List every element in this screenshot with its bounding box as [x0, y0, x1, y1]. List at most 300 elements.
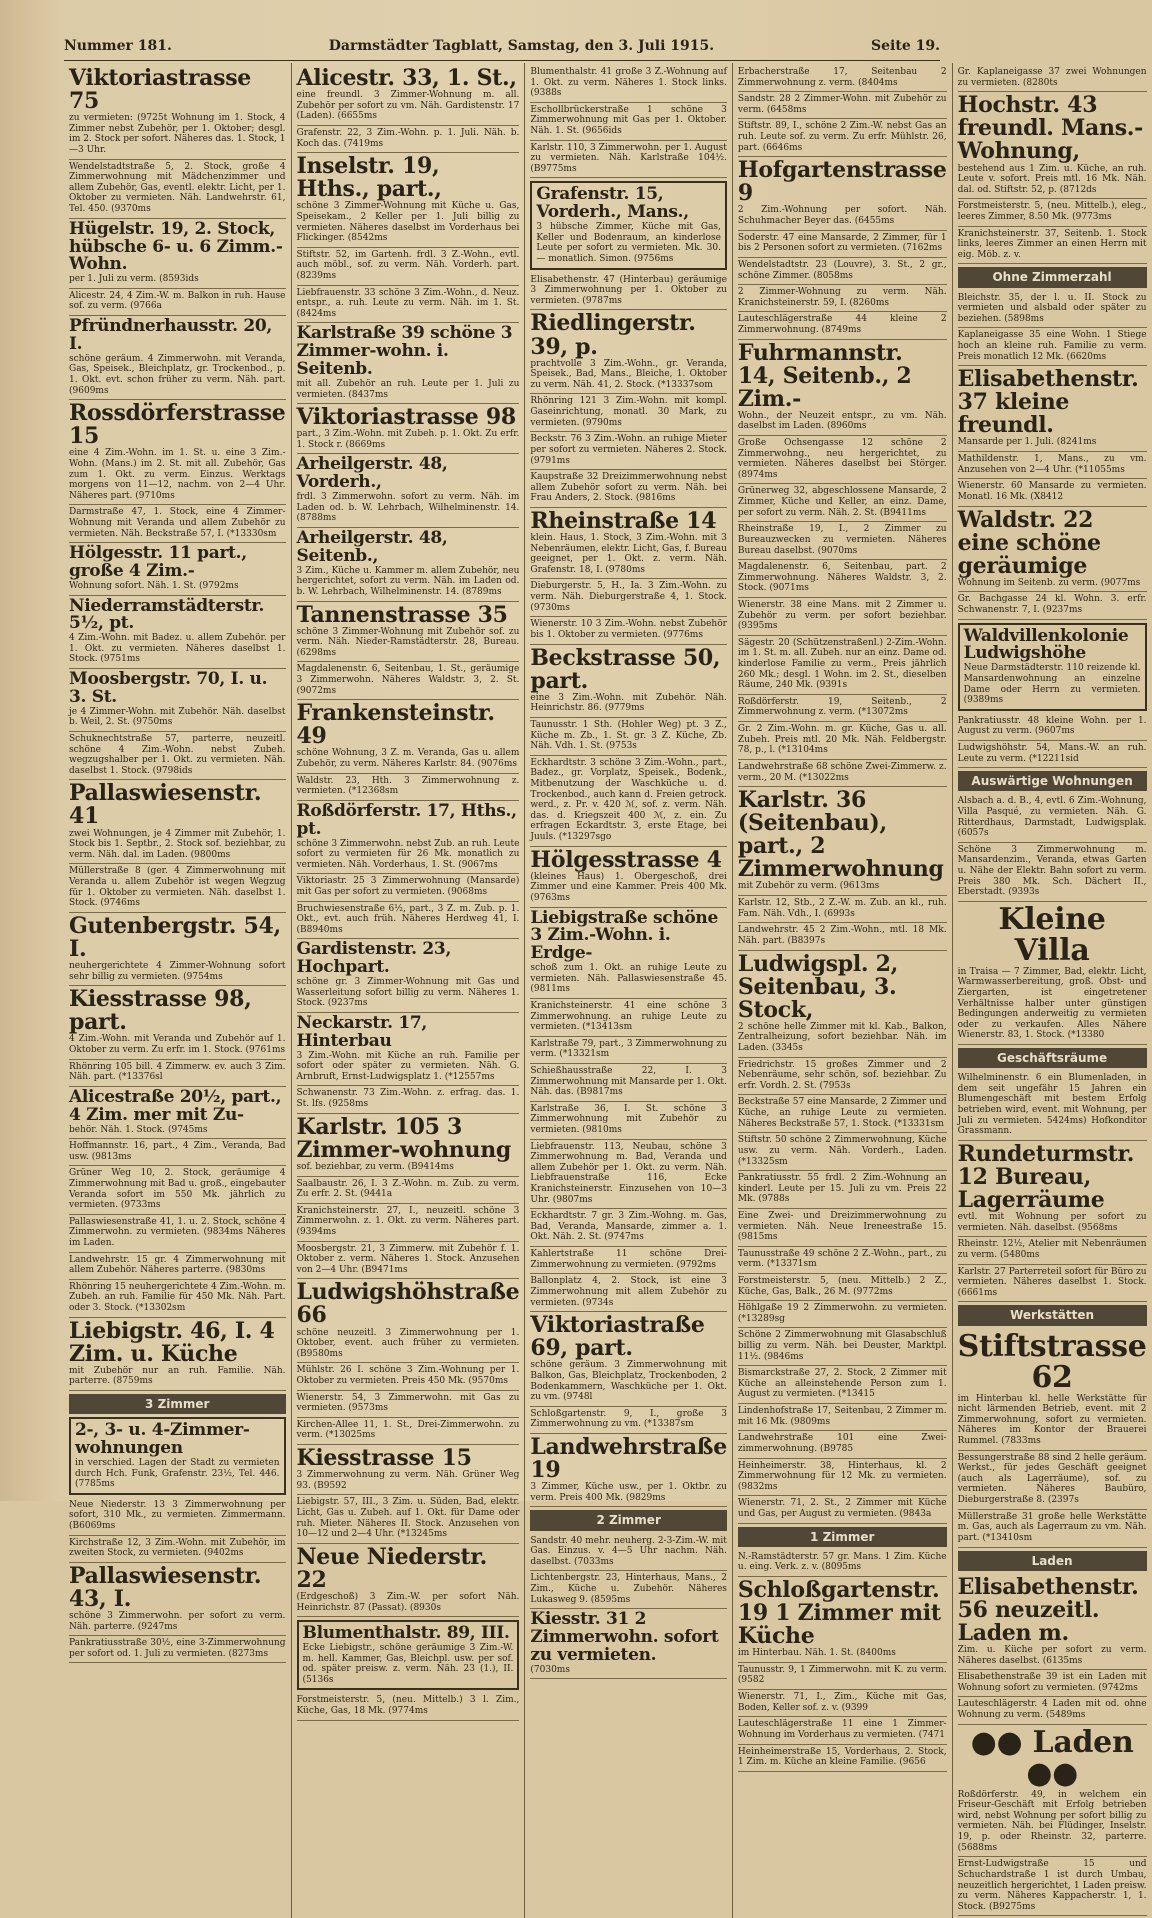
ad-headline: Karlstr. 36 (Seitenbau), part., 2 Zimmerwohnung: [737, 787, 944, 883]
ad-body: Grafenstr. 22, 3 Zim.-Wohn. p. 1. Juli. Näh. b. Koch das. (7419ms: [296, 127, 520, 149]
ad-body: im Hinterbau kl. helle Werkstätte für nicht lärmenden Betrieb, event. mit 2 Zimmerwohnung, sofort zu vermieten. Näheres im Kontor der Brauerei Rummel. (7833ms: [957, 1393, 1147, 1447]
ad-headline: Beckstrasse 50, part.: [530, 644, 721, 694]
ad-body: (7030ms: [530, 1664, 570, 1675]
ad-body: schöne gr. 3 Zimmer-Wohnung mit Gas und Wasserleitung sofort billig zu verm. Näheres 1. Stock. (9237ms: [296, 977, 520, 1009]
section-heading: Auswärtige Wohnungen: [958, 771, 1147, 791]
ad-body: Bruchwiesenstraße 6½, part., 3 Z. m. Zub. p. 1. Okt., evt. auch früh. Näheres Herdweg 41, I. (B8940ms: [296, 903, 520, 935]
classified-ad: [738, 560, 947, 598]
ad-body: Taunusstr. 1 Sth. (Hohler Weg) pt. 3 Z., Küche m. Zb., 1. St. gr. 3 Z. Küche, Zb. Näh. Vdh. 1. St. (9753s: [530, 719, 727, 752]
classified-ad: [958, 366, 1147, 452]
ad-headline: Liebigstr. 46, I. 4 Zim. u. Küche: [69, 1317, 275, 1367]
classified-ad: [958, 794, 1147, 842]
ad-body: Magdalenenstr. 6, Seitenbau, 1. St., geräumige 3 Zimmerwohn. Näheres Waldstr. 3, 2. St. (9072ms: [296, 664, 520, 696]
classified-ad: [69, 1563, 286, 1636]
ad-headline: Hügelstr. 19, 2. Stock, hübsche 6- u. 6 Zimm.-Wohn.: [69, 218, 283, 275]
ad-body: Höhlgaße 19 2 Zimmerwohn. zu vermieten. (*13289sg: [737, 1303, 947, 1324]
ad-body: mit Zubehör nur an ruh. Familie. Näh. parterre. (8759ms: [69, 1365, 286, 1387]
ad-body: Karlstraße 79, part., 3 Zimmerwohnung zu verm. (*13321sm: [530, 1038, 727, 1060]
ad-headline: Landwehrstraße 19: [530, 1433, 727, 1484]
ad-body: Gr. Bachgasse 24 kl. Wohn. 3. erfr. Schwanenstr. 7, I. (9237ms: [957, 594, 1147, 616]
ad-headline: Alicestraße 20½, part., 4 Zim. mer mit Zu-: [69, 1086, 282, 1125]
ad-headline: Grafenstr. 15, Vorderh., Mans.,: [536, 184, 689, 223]
classified-ad: [530, 847, 727, 908]
section-heading: 1 Zimmer: [738, 1527, 947, 1547]
classified-ad: [738, 1133, 947, 1171]
page-number: Seite 19.: [871, 38, 940, 54]
classified-ad: [69, 669, 286, 732]
ad-body: Eckhardtstr. 3 schöne 3 Zim.-Wohn., part., Badez., gr. Vorplatz, Speisek., Bodenk., Mitbenutzung der Waschküche u. d. Trockenbod., auch kann d. Freien getrock. werd., z. Pr. v. 420 ℳ, sof. z. verm. Näh. das. d. Kriegszeit 400 ℳ, z. ein. Zu erfragen Eckardtstr. 3, erste Etage, bei Juuls. (*13297sgo: [530, 757, 727, 843]
classified-ad: [530, 508, 727, 580]
classified-ad: [530, 1434, 727, 1507]
classified-ad: [958, 1857, 1147, 1916]
classified-ad: [297, 1544, 520, 1617]
ad-body: Mühlstr. 26 I. schöne 3 Zim.-Wohnung per 1. Oktober zu vermieten. Preis 450 Mk. (9570ms: [296, 1365, 520, 1386]
classified-ad: [297, 1279, 520, 1363]
ad-headline: Kiesstrasse 98, part.: [69, 986, 252, 1036]
ad-body: Landwehrstr. 15 gr. 4 Zimmerwohnung mit allem Zubehör. Näheres parterre. (9830ms: [69, 1254, 286, 1276]
ad-body: N.-Ramstädterstr. 57 gr. Mans. 1 Zim. Küche u. eing. Verk. z. v. (8095ms: [737, 1551, 947, 1573]
classified-ad: [958, 92, 1147, 199]
ad-body: Wendelstadtstraße 5, 2. Stock, große 4 Zimmerwohnung mit Mädchenzimmer und allem Zubehör, Gas, eventl. elektr. Licht, per 1. Oktober zu vermieten. Näh. Landwehrstr. 61, Tel. 450. (9370ms: [69, 161, 286, 215]
ad-body: in verschied. Lagen der Stadt zu vermieten durch Hch. Funk, Grafenstr. 23½, Tel. 446. (7785ms: [75, 1457, 280, 1490]
ad-body: Liebfrauenstr. 33 schöne 3 Zim.-Wohn., d. Neuz. entspr., a. ruh. Leute zu verm. Näh. im 1. St. (8424ms: [296, 287, 520, 319]
ad-body: Heinheimerstr. 38, Hinterhaus, kl. 2 Zimmerwohnung für 12 Mk. zu vermieten. (9832ms: [737, 1460, 947, 1492]
ad-headline: Elisabethenstr. 56 neuzeitl. Laden m.: [957, 1573, 1139, 1646]
ad-body: Kirchstraße 12, 3 Zim.-Wohn. mit Zubehör, im zweiten Stock, zu vermieten. (9402ms: [69, 1537, 286, 1559]
ad-body: schöne 3 Zimmerwohn. nebst Zub. an ruh. Leute sofort zu vermieten für 26 Mk. monatlich zu vermieten. Näh. Vorderhaus, 1. St. (9067ms: [296, 838, 520, 870]
classified-ad: [958, 1237, 1147, 1264]
classified-ad: [738, 436, 947, 484]
ad-body: Mathildenstr. 1, Mans., zu vm. Anzusehen von 2—4 Uhr. (*11055ms: [957, 454, 1147, 475]
classified-ad: [297, 1620, 520, 1690]
ad-body: zwei Wohnungen, je 4 Zimmer mit Zubehör, 1. Stock bis 1. Septbr., 2. Stock sof. beziehbar, zu verm. Näh. dal. im Laden. (9800ms: [69, 828, 286, 860]
classified-ad: [958, 227, 1147, 265]
ad-body: Kranichsteinerstr. 37, Seitenb. 1. Stock links, leeres Zimmer an einen Herrn mit eig. Möb. z. v.: [957, 228, 1147, 260]
ad-body: behör. Näh. 1. Stock. (9745ms: [69, 1124, 208, 1135]
classified-ad: [530, 1064, 727, 1102]
classified-ad: [530, 141, 727, 179]
classified-ad: [738, 231, 947, 258]
classified-ad: [738, 119, 947, 157]
classified-ad: [530, 1209, 727, 1247]
classified-ad: [958, 1725, 1147, 1858]
classified-ad: [958, 1329, 1147, 1451]
classified-ad: [958, 1574, 1147, 1671]
ad-body: Grüner Weg 10, 2. Stock, geräumige 4 Zimmerwohnung mit Bad u. groß., eingebauter Veranda sofort im 550 Mk. jährlich zu vermieten. (9733ms: [69, 1168, 286, 1211]
ad-body: Wienerstr. 38 eine Mans. mit 2 Zimmer u. Zubehör zu verm. per sofort beziehbar. (9395ms: [737, 599, 947, 632]
ad-body: schöne geräum. 4 Zimmerwohn. mit Veranda, Gas, Speisek., Bleichplatz, gr. Trockenbod., p. 1. Okt. evt. schon früher zu verm. Näh. part. (9609ms: [69, 353, 286, 396]
classified-ad: [530, 103, 727, 141]
classified-ad: [530, 310, 727, 394]
classified-ad: [69, 780, 286, 864]
classified-ad: [738, 1690, 947, 1717]
classified-ad: [530, 470, 727, 508]
ad-headline: Hofgartenstrasse 9: [737, 157, 947, 207]
ad-headline: Karlstraße 39 schöne 3 Zimmer-wohn. i. Seitenb.: [296, 323, 513, 380]
ad-headline: Pfründnerhausstr. 20, I.: [69, 316, 273, 354]
ad-body: neuhergerichtete 4 Zimmer-Wohnung sofort sehr billig zu vermieten. (9754ms: [69, 961, 286, 982]
classified-ad: [69, 1215, 286, 1253]
classified-ad: [738, 1301, 947, 1328]
classified-ad: [738, 1058, 947, 1096]
ad-headline: Fuhrmannstr. 14, Seitenb., 2 Zim.-: [737, 339, 912, 412]
classified-ad: [69, 986, 286, 1059]
masthead-dateline: Darmstädter Tagblatt, Samstag, den 3. Juli 1915.: [328, 38, 715, 54]
classified-ad: [530, 1609, 727, 1679]
ad-body: 3 Zimmer, Küche usw., per 1. Oktbr. zu verm. Preis 400 Mk. (9829ms: [530, 1482, 727, 1503]
classified-ad: [958, 199, 1147, 226]
ad-body: 3 Zimmerwohnung zu verm. Näh. Grüner Weg 93. (B9592: [296, 1470, 520, 1491]
ad-body: Schloßgartenstr. 9, I., große 3 Zimmerwohnung zu vm. (*13387sm: [530, 1408, 727, 1430]
ad-body: (kleines Haus) 1. Obergeschoß, drei Zimmer und eine Kammer. Preis 400 Mk. (9763ms: [530, 871, 727, 903]
ad-body: Forstmeisterstr. 5, (neu. Mittelb.) 3 l. Zim., Küche, Gas, 18 Mk. (9774ms: [296, 1695, 520, 1717]
classified-ad: [738, 1404, 947, 1431]
ad-body: Rhönring 105 bill. 4 Zimmerw. ev. auch 3 Zim. Näh. part. (*13376sl: [69, 1061, 286, 1083]
classified-ad: [738, 1496, 947, 1523]
ad-body: Grünerweg 32, abgeschlossene Mansarde, 2 Zimmer, Küche und Keller, an einz. Dame, per sofort zu verm. Näh. 2. St. (B9411ms: [737, 486, 947, 518]
classified-ad: [297, 1495, 520, 1543]
classified-ad: [738, 923, 947, 950]
ad-body: Wohnung im Seitenb. zu verm. (9077ms: [957, 577, 1141, 588]
ad-body: Bleichstr. 35, der l. u. II. Stock zu vermieten und alsbald oder später zu beziehen. (5898ms: [957, 292, 1147, 324]
classified-ad: [69, 1636, 286, 1663]
classified-ad: [738, 636, 947, 695]
ad-body: Forstmeisterstr. 5, (neu. Mittelb.), eleg., leeres Zimmer, 8.50 Mk. (9773ms: [957, 201, 1147, 222]
ad-body: Pankratiusstr. 55 frdl. 2 Zim.-Wohnung an kinderl. Leute per 15. Juli zu vm. Preis 22 Mk. (9788s: [737, 1173, 947, 1205]
ad-body: evtl. mit Wohnung per sofort zu vermieten. Näh. daselbst. (9568ms: [957, 1212, 1147, 1233]
classified-ad: [297, 248, 520, 286]
classified-ad: [738, 1095, 947, 1133]
ad-body: Schuknechtstraße 57, parterre, neuzeitl. schöne 4 Zim.-Wohn. nebst Zubeh. wegzugshalber per 1. Okt. zu vermieten. Näh. daselbst 1. Stock. (9798ids: [69, 733, 286, 776]
classified-ad: [69, 1087, 286, 1139]
ad-body: Moosbergstr. 21, 3 Zimmerw. mit Zubehör f. 1. Oktober z. verm. Näheres 1. Stock. Anzusehen von 2—4 Uhr. (B9471ms: [296, 1243, 520, 1275]
ad-body: Lauteschlägerstr. 4 Laden mit od. ohne Wohnung zu verm. (5489ms: [957, 1699, 1147, 1721]
classified-ad: [738, 1209, 947, 1247]
classified-ad: [958, 741, 1147, 768]
classified-ad: [738, 522, 947, 560]
classified-ad: [738, 1663, 947, 1690]
classified-ad: [738, 1577, 947, 1663]
ad-body: Pallaswiesenstraße 41, 1. u. 2. Stock, schöne 4 Zimmerwohn. zu vermieten. (9834ms Näheres im Laden.: [69, 1216, 286, 1249]
ad-body: Rhönring 15 neuhergerichtete 4 Zim.-Wohn. m. Zubeh. an ruh. Familie für 450 Mk. Näh. Part. oder 3. Stock. (*13302sm: [69, 1281, 286, 1314]
classified-ad: [738, 1745, 947, 1772]
classified-ad: [297, 153, 520, 248]
ad-body: Beckstr. 76 3 Zim.-Wohn. an ruhige Mieter per sofort zu vermieten. Näheres 2. Stock. (9791ms: [530, 434, 727, 466]
classified-ad: [738, 896, 947, 923]
ad-body: bestehend aus 1 Zim. u. Küche, an ruh. Leute v. sofort. Preis mtl. 16 Mk. Näh. dal. od. Stiftstr. 52, p. (8712ds: [957, 163, 1147, 195]
classified-ad: [738, 722, 947, 760]
ad-body: Kirchen-Allee 11, 1. St., Drei-Zimmerwohn. zu verm. (*13025ms: [296, 1419, 520, 1441]
ad-body: Landwehrstr. 45 2 Zim.-Wohn., mtl. 18 Mk. Näh. part. (B8397s: [737, 925, 947, 946]
ad-body: Eschollbrückerstraße 1 schöne 3 Zimmerwohnung mit Gas per 1. Oktober. Näh. 1. St. (9656ids: [530, 104, 727, 137]
classified-ad: [738, 1431, 947, 1458]
classified-ad: [69, 1318, 286, 1391]
ad-headline: Kleine Villa: [998, 901, 1106, 969]
classified-ad: [530, 1407, 727, 1434]
ad-headline: Moosbergstr. 70, I. u. 3. St.: [69, 669, 268, 707]
ad-headline: Arheilgerstr. 48, Seitenb.,: [296, 528, 448, 566]
ad-body: (Erdgeschoß) 3 Zim.-W. per sofort Näh. Heinrichstr. 87 (Passat). (8930s: [296, 1591, 520, 1613]
ad-headline: Rheinstraße 14: [530, 507, 717, 534]
section-heading: 3 Zimmer: [69, 1394, 286, 1414]
ad-body: Elisabethenstraße 39 ist ein Laden mit Wohnung sofort zu vermieten. (9742ms: [957, 1672, 1147, 1693]
ad-body: mit Zubehör zu verm. (9613ms: [737, 881, 880, 892]
ad-body: schöne 3 Zimmer-Wohnung mit Zubehör sof. zu verm. Näh. Nieder-Ramstädterstr. 28, Bureau. (6298ms: [296, 626, 520, 658]
classified-ad: [297, 1391, 520, 1418]
ad-headline: ●● Laden ●●: [970, 1724, 1134, 1792]
ad-headline: Niederramstädterstr. 5½, pt.: [69, 595, 265, 634]
classified-ad: [69, 289, 286, 316]
classified-ad: [958, 1670, 1147, 1697]
ad-body: in Traisa — 7 Zimmer, Bad, elektr. Licht, Warmwasserbereitung, groß. Obst- und Ziergarten, ist eingetretener Verhältnisse halber unter günstigen Bedingungen anderweitig zu vermieten oder zu verkaufen. Alles Nähere Wienerstr. 83, 1. Stock. (*13380: [957, 966, 1147, 1041]
classified-ad: [738, 1366, 947, 1404]
classified-ad: [69, 1417, 286, 1495]
classified-ad: [297, 602, 520, 663]
classified-ad: [738, 951, 947, 1058]
classified-ad: [297, 1693, 520, 1720]
ad-body: Landwehrstraße 101 eine Zwei-zimmerwohnung. (B9785: [737, 1433, 947, 1454]
classified-ad: [530, 181, 727, 269]
classified-ad: [297, 1242, 520, 1280]
classified-ad: [738, 258, 947, 285]
classified-ad: [530, 756, 727, 847]
ad-body: Lindenhofstraße 17, Seitenbau, 2 Zimmer m. mit 16 Mk. (9809ms: [737, 1406, 947, 1427]
classified-ad: [738, 1328, 947, 1366]
ad-body: Ecke Liebigstr., schöne geräumige 3 Zim.-W. m. hell. Kammer, Gas, Bleichpl. usw. per sof. od. später preisw. z. verm. Näh. 23 (1.), II. (5136s: [302, 1643, 514, 1685]
ad-body: Kranichsteinerstr. 41 eine schöne 3 Zimmerwohnung. an ruhige Leute zu vermieten. (*13413sm: [530, 1000, 727, 1033]
classified-ad: [530, 1247, 727, 1274]
ad-body: Wienerstr. 10 3 Zim.-Wohn. nebst Zubehör bis 1. Oktober zu vermieten. (9776ms: [530, 619, 727, 640]
ad-body: Schwanenstr. 73 Zim.-Wohn. z. erfrag. das. 1. St. lfs. (9258ms: [296, 1088, 520, 1110]
classified-ad: [297, 939, 520, 1013]
classified-ad: [297, 700, 520, 773]
classified-ad: [530, 273, 727, 311]
ad-body: schoß zum 1. Okt. an ruhige Leute zu vermieten. Näh. Pallaswiesenstraße 45. (9811ms: [530, 963, 727, 995]
classified-ad: [297, 126, 520, 153]
ad-headline: Waldvillenkolonie Ludwigshöhe: [963, 625, 1129, 664]
classified-ad: [297, 1114, 520, 1177]
classified-ad: [69, 65, 286, 160]
classified-ad: [958, 902, 1147, 1045]
section-heading: Geschäftsräume: [958, 1048, 1147, 1068]
ad-headline: Ludwigshöhstraße 66: [296, 1279, 520, 1329]
ad-body: Alsbach a. d. B., 4, evtl. 6 Zim.-Wohnung, Villa Pasqué, zu vermieten. Näh. G. Ritterdhaus, Darmstadt, Ludwigsplak. (6057s: [957, 796, 1147, 839]
classified-ad: [69, 1253, 286, 1280]
ad-headline: Frankensteinstr. 49: [296, 700, 495, 750]
ad-headline: Arheilgerstr. 48, Vorderh.,: [296, 454, 448, 493]
classified-ad: [738, 695, 947, 722]
ad-body: Neue Niederstr. 13 3 Zimmerwohnung per sofort, 310 Mk., zu vermieten. Zimmermann. (B6069ms: [69, 1499, 286, 1531]
classified-ad: [958, 479, 1147, 506]
ad-body: sof. beziehbar, zu verm. (B9414ms: [296, 1161, 454, 1172]
ad-body: Lauteschlägerstraße 11 eine 1 Zimmer-Wohnung im Vorderhaus zu vermieten. (7471: [737, 1719, 947, 1740]
ad-body: Taunusstraße 49 schöne 2 Z.-Wohn., part., zu verm. (*13371sm: [737, 1248, 947, 1270]
column-3: [525, 63, 733, 1918]
ad-body: Sandstr. 40 mehr. neuherg. 2-3-Zim.-W. mit Gas. Einzus. v. 4—5 Uhr nachm. Näh. daselbst. (7033ms: [530, 1535, 727, 1567]
ad-body: im Hinterbau. Näh. 1. St. (8400ms: [737, 1648, 896, 1659]
classified-ad: [69, 219, 286, 289]
classified-ad: [530, 1102, 727, 1140]
ad-body: 3 Zim.-Wohn. mit Küche an ruh. Familie per sofort oder später zu vermieten. Näh. G. Arnbruft, Ernst-Ludwigsplatz 1. (*12557ms: [296, 1050, 520, 1082]
ad-body: schöne 3 Zimmerwohn. per sofort zu verm. Näh. parterre. (9247ms: [69, 1611, 286, 1632]
ad-headline: Waldstr. 22 eine schöne geräumige: [957, 506, 1101, 579]
ad-body: schöne geräum. 3 Zimmerwohnung mit Balkon, Gas, Bleichplatz, Trockenboden, 2 Bodenkammern, Waschküche per 1. Okt. zu vm. (9748l: [530, 1360, 727, 1403]
classified-ad: [69, 160, 286, 219]
ad-body: Karlstr. 110, 3 Zimmerwohn. per 1. August zu vermieten. Näh. Karlstraße 104½. (B9775ms: [530, 142, 727, 174]
ad-body: Roßdörferstr. 19, Seitenb., 2 Zimmerwohnung z. verm. (*13072ms: [737, 696, 947, 718]
ad-body: Karlstr. 27 Parterreteil sofort für Büro zu vermieten. Näheres daselbst 1. Stock. (6661ms: [957, 1266, 1147, 1298]
classified-ad: [69, 1498, 286, 1536]
classified-ad: [530, 432, 727, 470]
classified-ad: [69, 400, 286, 505]
ad-body: Blumenthalstr. 41 große 3 Z.-Wohnung auf 1. Okt. zu verm. Näheres 1. Stock links. (9388s: [530, 67, 727, 99]
ad-body: Forstmeisterstr. 5, (neu. Mittelb.) 2 Z., Küche, Gas, Balk., 26 M. (9772ms: [737, 1276, 947, 1297]
classified-ad: [958, 291, 1147, 329]
ad-body: Wohn., der Neuzeit entspr., zu vm. Näh. daselbst im Laden. (8960ms: [737, 410, 947, 432]
ad-body: Schießhausstraße 22, I. 3 Zimmerwohnung mit Mansarde per 1. Okt. Näh. das. (B9817ms: [530, 1065, 727, 1098]
ad-headline: Viktoriastraße 69, part.: [530, 1312, 705, 1362]
ad-body: eine 4 Zim.-Wohn. im 1. St. u. eine 3 Zim.-Wohn. (Mans.) im 2. St. mit all. Zubehör, Gas zum 1. Okt. zu verm. Einzus. Werktags morgens von 11—12, nachm. von 2—4 Uhr. Näheres part. (9710ms: [69, 448, 286, 501]
classified-ad: [738, 484, 947, 522]
classified-ad: [297, 1445, 520, 1495]
ad-headline: Rossdörferstrasse 15: [69, 400, 286, 450]
classified-ad: [958, 1071, 1147, 1141]
ad-headline: Hochstr. 43 freundl. Mans.-Wohnung,: [957, 92, 1143, 165]
ad-body: Karlstraße 36, I. St. schöne 3 Zimmerwohnung mit Zubehör zu vermieten. (9810ms: [530, 1103, 727, 1135]
ad-body: klein. Haus, 1. Stock, 3 Zim.-Wohn. mit 3 Nebenräumen, elektr. Licht, Gas, f. Bureau geeignet, per 1. Okt. z. verm. Näh. Grafenstr. 18, I. (9780ms: [530, 533, 727, 575]
classified-ad: [297, 286, 520, 324]
ad-body: Rheinstr. 12½, Atelier mit Nebenräumen zu verm. (5480ms: [957, 1239, 1147, 1261]
ad-body: schöne 3 Zimmer-Wohnung mit Küche u. Gas, Speisekam., 2 Keller per 1. Juli billig zu vermieten. Näheres daselbst im Vorderhaus bei Flickinger. (8542ms: [296, 201, 520, 244]
classified-ad: [297, 454, 520, 528]
ad-body: Elisabethenstr. 47 (Hinterbau) geräumige 3 Zimmerwohnung per 1. Oktober zu vermieten. (9787ms: [530, 274, 727, 306]
ad-body: Kaplaneigasse 35 eine Wohn. 1 Stiege hoch an kleine ruh. Familie zu verm. Preis monatlich 12 Mk. (6620ms: [957, 330, 1147, 362]
section-heading: Laden: [958, 1551, 1147, 1571]
ad-body: Wienerstr. 71, 2. St., 2 Zimmer mit Küche und Gas, per August zu vermieten. (9843a: [737, 1498, 947, 1519]
classifieds-columns: [64, 63, 1147, 1912]
ad-body: Liebigstr. 57, III., 3 Zim. u. Süden, Bad, elektr. Licht, Gas u. Zubeh. auf 1. Okt. für Dame oder ruh. Mieter. Näheres II. Stock. Anzusehen von 10—12 und 2—4 Uhr. (*13245ms: [296, 1497, 520, 1540]
classified-ad: [958, 1510, 1147, 1548]
ad-body: Schöne 3 Zimmerwohnung m. Mansardenzim., Veranda, etwas Garten u. Nähe der Elektr. Bahn sofort zu verm. Preis 380 Mk. Sch. Dächert II., Eberstadt. (9393s: [957, 844, 1147, 898]
classified-ad: [297, 1086, 520, 1113]
ad-headline: Viktoriastrasse 98: [296, 404, 516, 431]
classified-ad: [530, 394, 727, 432]
classified-ad: [530, 645, 727, 718]
ad-body: Hoffmannstr. 16, part., 4 Zim., Veranda, Bad usw. (9813ms: [69, 1141, 286, 1162]
ad-body: Dieburgerstr. 5, H., Ia. 3 Zim.-Wohn. zu verm. Näh. Dieburgerstraße 4, 1. Stock. (9730ms: [530, 581, 727, 613]
classified-ad: [530, 908, 727, 999]
ad-body: Ballonplatz 4, 2. Stock, ist eine 3 Zimmerwohnung mit allem Zubehör zu vermieten. (9734s: [530, 1276, 727, 1308]
ad-body: Gr. 2 Zim.-Wohn. m. gr. Küche, Gas u. all. Zubeh. Preis mtl. 20 Mk. Näh. Feldbergstr. 78, p., l. (*13104ms: [737, 724, 947, 756]
classified-ad: [738, 598, 947, 636]
classified-ad: [530, 718, 727, 756]
ad-headline: Pallaswiesenstr. 43, I.: [69, 1562, 262, 1612]
ad-body: per 1. Juli zu verm. (8593ids: [69, 274, 199, 285]
ad-headline: 2-, 3- u. 4-Zimmer-wohnungen: [75, 1420, 250, 1459]
ad-body: Karlstr. 12, Stb., 2 Z.-W. m. Zub. an kl., ruh. Fam. Näh. Vdh., I. (6993s: [737, 898, 947, 919]
classified-ad: [69, 1280, 286, 1318]
ad-body: Rheinstraße 19, I., 2 Zimmer zu Bureauzwecken zu vermieten. Näheres Bureau daselbst. (9070ms: [737, 524, 947, 556]
classified-ad: [738, 787, 947, 896]
classified-ad: [297, 662, 520, 700]
ad-headline: Riedlingerstr. 39, p.: [530, 310, 696, 360]
classified-ad: [69, 864, 286, 912]
ad-body: Pankratiusstr. 48 kleine Wohn. per 1. August zu verm. (9607ms: [957, 715, 1147, 737]
ad-headline: Alicestr. 33, 1. St.,: [296, 65, 517, 91]
classified-ad: [738, 92, 947, 119]
ad-body: 3 Zim., Küche u. Kammer m. allem Zubehör, neu hergerichtet, sofort zu verm. Näh. im Laden od. b. W. Lehrbach, Wilhelminenstr. 14. (8789ms: [296, 565, 520, 597]
classified-ad: [530, 579, 727, 617]
section-heading: Ohne Zimmerzahl: [958, 267, 1147, 287]
ad-body: Neue Darmstädterstr. 110 reizende kl. Mansardenwohnung an einzelne Dame oder Herrn zu vermieten. (9389ms: [963, 663, 1141, 706]
ad-body: Soderstr. 47 eine Mansarde, 2 Zimmer, für 1 bis 2 Personen sofort zu vermieten. (7162ms: [737, 232, 947, 254]
ad-body: je 4 Zimmer-Wohn. mit Zubehör. Näh. daselbst b. Weil, 2. St. (9750ms: [69, 706, 286, 728]
classified-ad: [297, 1363, 520, 1390]
classified-ad: [530, 1274, 727, 1312]
ad-body: Müllerstraße 31 große helle Werkstätte m. Gas, auch als Lagerraum zu vm. Näh. part. (*13410sm: [957, 1511, 1147, 1543]
ad-body: 2 schöne helle Zimmer mit kl. Kab., Balkon, Zentralheizung, sofort beziehbar. Näh. im Laden. (3345s: [737, 1021, 947, 1054]
ad-body: Schöne 2 Zimmerwohnung mit Glasabschluß billig zu verm. Näh. bei Deuster, Marktpl. 11½. (9846ms: [737, 1330, 947, 1362]
ad-body: 4 Zim.-Wohn. mit Badez. u. allem Zubehör. per 1. Okt. zu vermieten. Näheres daselbst 1. Stock. (9751ms: [69, 633, 286, 665]
ad-body: Heinheimerstraße 15, Vorderhaus, 2. Stock, 1 Zim. m. Küche an kleine Familie. (9656: [737, 1746, 947, 1768]
ad-body: prachtvolle 3 Zim.-Wohn., gr. Veranda, Speisek., Bad, Mans., Bleiche, 1. Oktober zu verm. Näh. 41, 2. Stock. (*13337som: [530, 358, 727, 390]
classified-ad: [69, 316, 286, 400]
classified-ad: [530, 617, 727, 644]
ad-headline: Stiftstrasse 62: [957, 1328, 1147, 1396]
classified-ad: [958, 507, 1147, 593]
classified-ad: [530, 1140, 727, 1210]
classified-ad: [738, 1459, 947, 1497]
classified-ad: [69, 1139, 286, 1166]
classified-ad: [958, 1451, 1147, 1510]
classified-ad: [530, 65, 727, 103]
ad-body: Sandstr. 28 2 Zimmer-Wohn. mit Zubehör zu verm. (6458ms: [737, 94, 947, 115]
classified-ad: [738, 65, 947, 92]
classified-ad: [738, 760, 947, 787]
classified-ad: [530, 1571, 727, 1609]
classified-ad: [958, 623, 1147, 711]
classified-ad: [69, 1166, 286, 1214]
ad-body: 2 Zim.-Wohnung per sofort. Näh. Schuhmacher Beyer das. (6455ms: [737, 205, 947, 227]
page-header: [64, 38, 940, 61]
classified-ad: [958, 843, 1147, 902]
classified-ad: [297, 774, 520, 801]
ad-body: Kaupstraße 32 Dreizimmerwohnung nebst allem Zubehör sofort zu verm. Näh. bei Frau Anders, 2. Stock. (9816ms: [530, 472, 727, 504]
ad-body: zu vermieten: (9725t Wohnung im 1. Stock, 4 Zimmer nebst Zubehör, per 1. Oktober; desgl. im 2. Stock per sofort. Näheres das. 1. Stock, 1—3 Uhr.: [69, 113, 286, 156]
classified-ad: [958, 592, 1147, 619]
classified-ad: [738, 340, 947, 437]
ad-body: Zim. u. Küche per sofort zu verm. Näheres daselbst. (6135ms: [957, 1644, 1147, 1666]
ad-body: Landwehrstraße 68 schöne Zwei-Zimmerw. z. verm., 20 M. (*13022ms: [737, 761, 947, 783]
classified-ad: [958, 714, 1147, 741]
column-2: [292, 63, 526, 1918]
ad-body: part., 3 Zim.-Wohn. mit Zubeh. p. 1. Okt. Zu erfr. 1. Stock r. (8669ms: [296, 429, 520, 450]
ad-body: Ernst-Ludwigstraße 15 und Schuchardstraße 1 ist durch Umbau, neuzeitlich hergerichtet, 1 Laden preisw. zu verm. Näheres Kappacherstr. 1, 1. Stock. (B9275ms: [957, 1859, 1147, 1912]
issue-number: Nummer 181.: [64, 38, 172, 54]
ad-body: eine freundl. 3 Zimmer-Wohnung m. all. Zubehör per sofort zu vm. Näh. Gardistenstr. 17 (Laden). (6655ms: [296, 90, 520, 122]
ad-body: Taunusstr. 9, 1 Zimmerwohn. mit K. zu verm. (9582: [737, 1664, 947, 1686]
ad-headline: Schloßgartenstr. 19 1 Zimmer mit Küche: [737, 1576, 941, 1650]
ad-headline: Hölgesstr. 11 part., große 4 Zim.-: [69, 543, 247, 582]
classified-ad: [297, 404, 520, 454]
ad-body: Alicestr. 24, 4 Zim.-W. m. Balkon in ruh. Hause sof. zu verm. (9766a: [69, 290, 286, 312]
ad-body: Lauteschlägerstraße 44 kleine 2 Zimmerwohnung. (8749ms: [737, 314, 947, 335]
ad-body: Gr. Kaplaneigasse 37 zwei Wohnungen zu vermieten. (8280ts: [957, 67, 1147, 88]
ad-headline: Liebigstraße schöne 3 Zim.-Wohn. i. Erdge-: [530, 907, 718, 964]
ad-body: Saalbaustr. 26, I. 3 Z.-Wohn. m. Zub. zu verm. Zu erfr. 2. St. (9441a: [296, 1178, 520, 1200]
ad-headline: Hölgesstrasse 4: [530, 846, 722, 873]
ad-body: Magdalenenstr. 6, Seitenbau, part. 2 Zimmerwohnung. Näheres Waldstr. 3, 2. Stock. (9071ms: [737, 562, 947, 594]
